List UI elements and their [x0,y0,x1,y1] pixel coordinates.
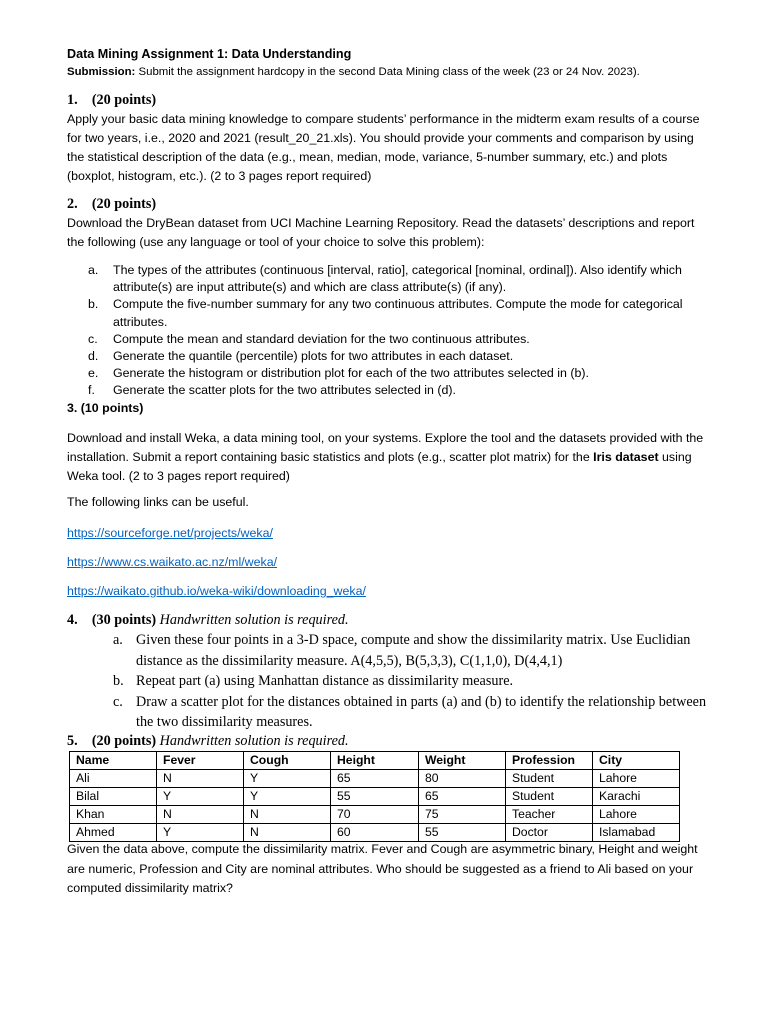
submission-line [67,66,640,78]
table-cell: Teacher [506,806,593,824]
list-item: c. Compute the mean and standard deviation for the two continuous attributes. [88,331,530,346]
iris-dataset-label: Iris dataset [593,450,659,464]
q3-heading: 3. (10 points) [67,401,144,415]
link-sourceforge-weka[interactable]: https://sourceforge.net/projects/weka/ [67,526,273,540]
table-cell: Khan [70,806,157,824]
table-header-cell: Fever [157,752,244,770]
table-cell: 80 [419,770,506,788]
q5-heading: 5. (20 points) [67,733,157,749]
table-cell: N [244,824,331,842]
link-weka-wiki-download[interactable]: https://waikato.github.io/weka-wiki/downloading_weka/ [67,584,366,598]
table-header-cell: City [593,752,680,770]
list-item: a. Given these four points in a 3-D space, compute and show the dissimilarity matrix. Use Euclidian distance as the dissimilarity measure. A(4,5,5), B(5,3,3), C(1,1,0), D(4,4,1) [113,632,691,669]
list-item: f. Generate the scatter plots for the two attributes selected in (d). [88,383,456,398]
table-cell: Lahore [593,770,680,788]
submission-label: Submission: [67,66,136,78]
q1-heading: 1. (20 points) [67,92,157,108]
list-item: a. The types of the attributes (continuous [interval, ratio], categorical [nominal, ordinal]). Also identify which attribute(s) are input attribute(s) and which are class attribute(s) (if any). [88,263,682,295]
q1-body: Apply your basic data mining knowledge to compare students’ performance in the midterm exam results of a course for two years, i.e., 2020 and 2021 (result_20_21.xls). You should provide your comments and comparison by using the statistical description of the data (e.g., mean, median, mode, variance, 5-number summary, etc.) and plots (boxplot, histogram, etc.). (2 to 3 pages report required) [67,112,700,183]
table-cell: N [157,806,244,824]
list-item: b. Compute the five-number summary for any two continuous attributes. Compute the mode for categorical attributes. [88,297,683,329]
table-cell: Y [244,770,331,788]
table-cell: 65 [419,788,506,806]
q3-body: Download and install Weka, a data mining tool, on your systems. Explore the tool and the datasets provided with the installation. Submit a report containing basic statistics and plots (e.g., scatter plot matrix) for the Iris dataset using Weka tool. (2 to 3 pages report required) [67,431,704,483]
q5-heading-line [67,733,349,750]
q2-body: Download the DryBean dataset from UCI Machine Learning Repository. Read the datasets’ descriptions and report the following (use any language or tool of your choice to solve this problem): [67,216,695,249]
patient-data-table [69,751,680,842]
submission-text: Submit the assignment hardcopy in the second Data Mining class of the week (23 or 24 Nov. 2023). [135,66,640,78]
table-cell: 70 [331,806,419,824]
table-cell: Student [506,788,593,806]
table-row [70,770,680,788]
table-cell: Islamabad [593,824,680,842]
list-item: c. Draw a scatter plot for the distances obtained in parts (a) and (b) to identify the relationship between the two dissimilarity measures. [113,693,707,730]
table-cell: Y [157,824,244,842]
q5-body: Given the data above, compute the dissimilarity matrix. Fever and Cough are asymmetric binary, Height and weight are numeric, Profession and City are nominal attributes. Who should be suggested as a friend to Ali based on your computed dissimilarity matrix? [67,842,698,895]
table-row [70,824,680,842]
document-title: Data Mining Assignment 1: Data Understanding [67,47,352,61]
table-cell: Bilal [70,788,157,806]
link-waikato-weka[interactable]: https://www.cs.waikato.ac.nz/ml/weka/ [67,555,278,569]
table-cell: N [244,806,331,824]
q5-note: Handwritten solution is required. [156,733,349,749]
table-header-cell: Profession [506,752,593,770]
table-header-cell: Cough [244,752,331,770]
q2-list [88,262,708,400]
table-cell: 75 [419,806,506,824]
table-cell: 65 [331,770,419,788]
links-intro: The following links can be useful. [67,495,249,509]
table-header-row [70,752,680,770]
q4-heading-line [67,612,349,629]
table-cell: Student [506,770,593,788]
table-cell: Ahmed [70,824,157,842]
q4-heading: 4. (30 points) [67,612,157,628]
table-cell: 60 [331,824,419,842]
table-row [70,806,680,824]
table-row [70,788,680,806]
table-cell: Lahore [593,806,680,824]
table-cell: Y [244,788,331,806]
list-item: e. Generate the histogram or distribution plot for each of the two attributes selected in (b). [88,366,589,381]
table-header-cell: Weight [419,752,506,770]
table-cell: Y [157,788,244,806]
table-cell: Doctor [506,824,593,842]
q4-list [113,630,713,733]
table-header-cell: Name [70,752,157,770]
q4-note: Handwritten solution is required. [156,612,349,628]
table-cell: 55 [419,824,506,842]
table-cell: 55 [331,788,419,806]
table-cell: Karachi [593,788,680,806]
table-header-cell: Height [331,752,419,770]
table-cell: Ali [70,770,157,788]
list-item: b. Repeat part (a) using Manhattan distance as dissimilarity measure. [113,673,514,689]
q2-heading: 2. (20 points) [67,196,157,212]
table-cell: N [157,770,244,788]
list-item: d. Generate the quantile (percentile) plots for two attributes in each dataset. [88,349,514,364]
